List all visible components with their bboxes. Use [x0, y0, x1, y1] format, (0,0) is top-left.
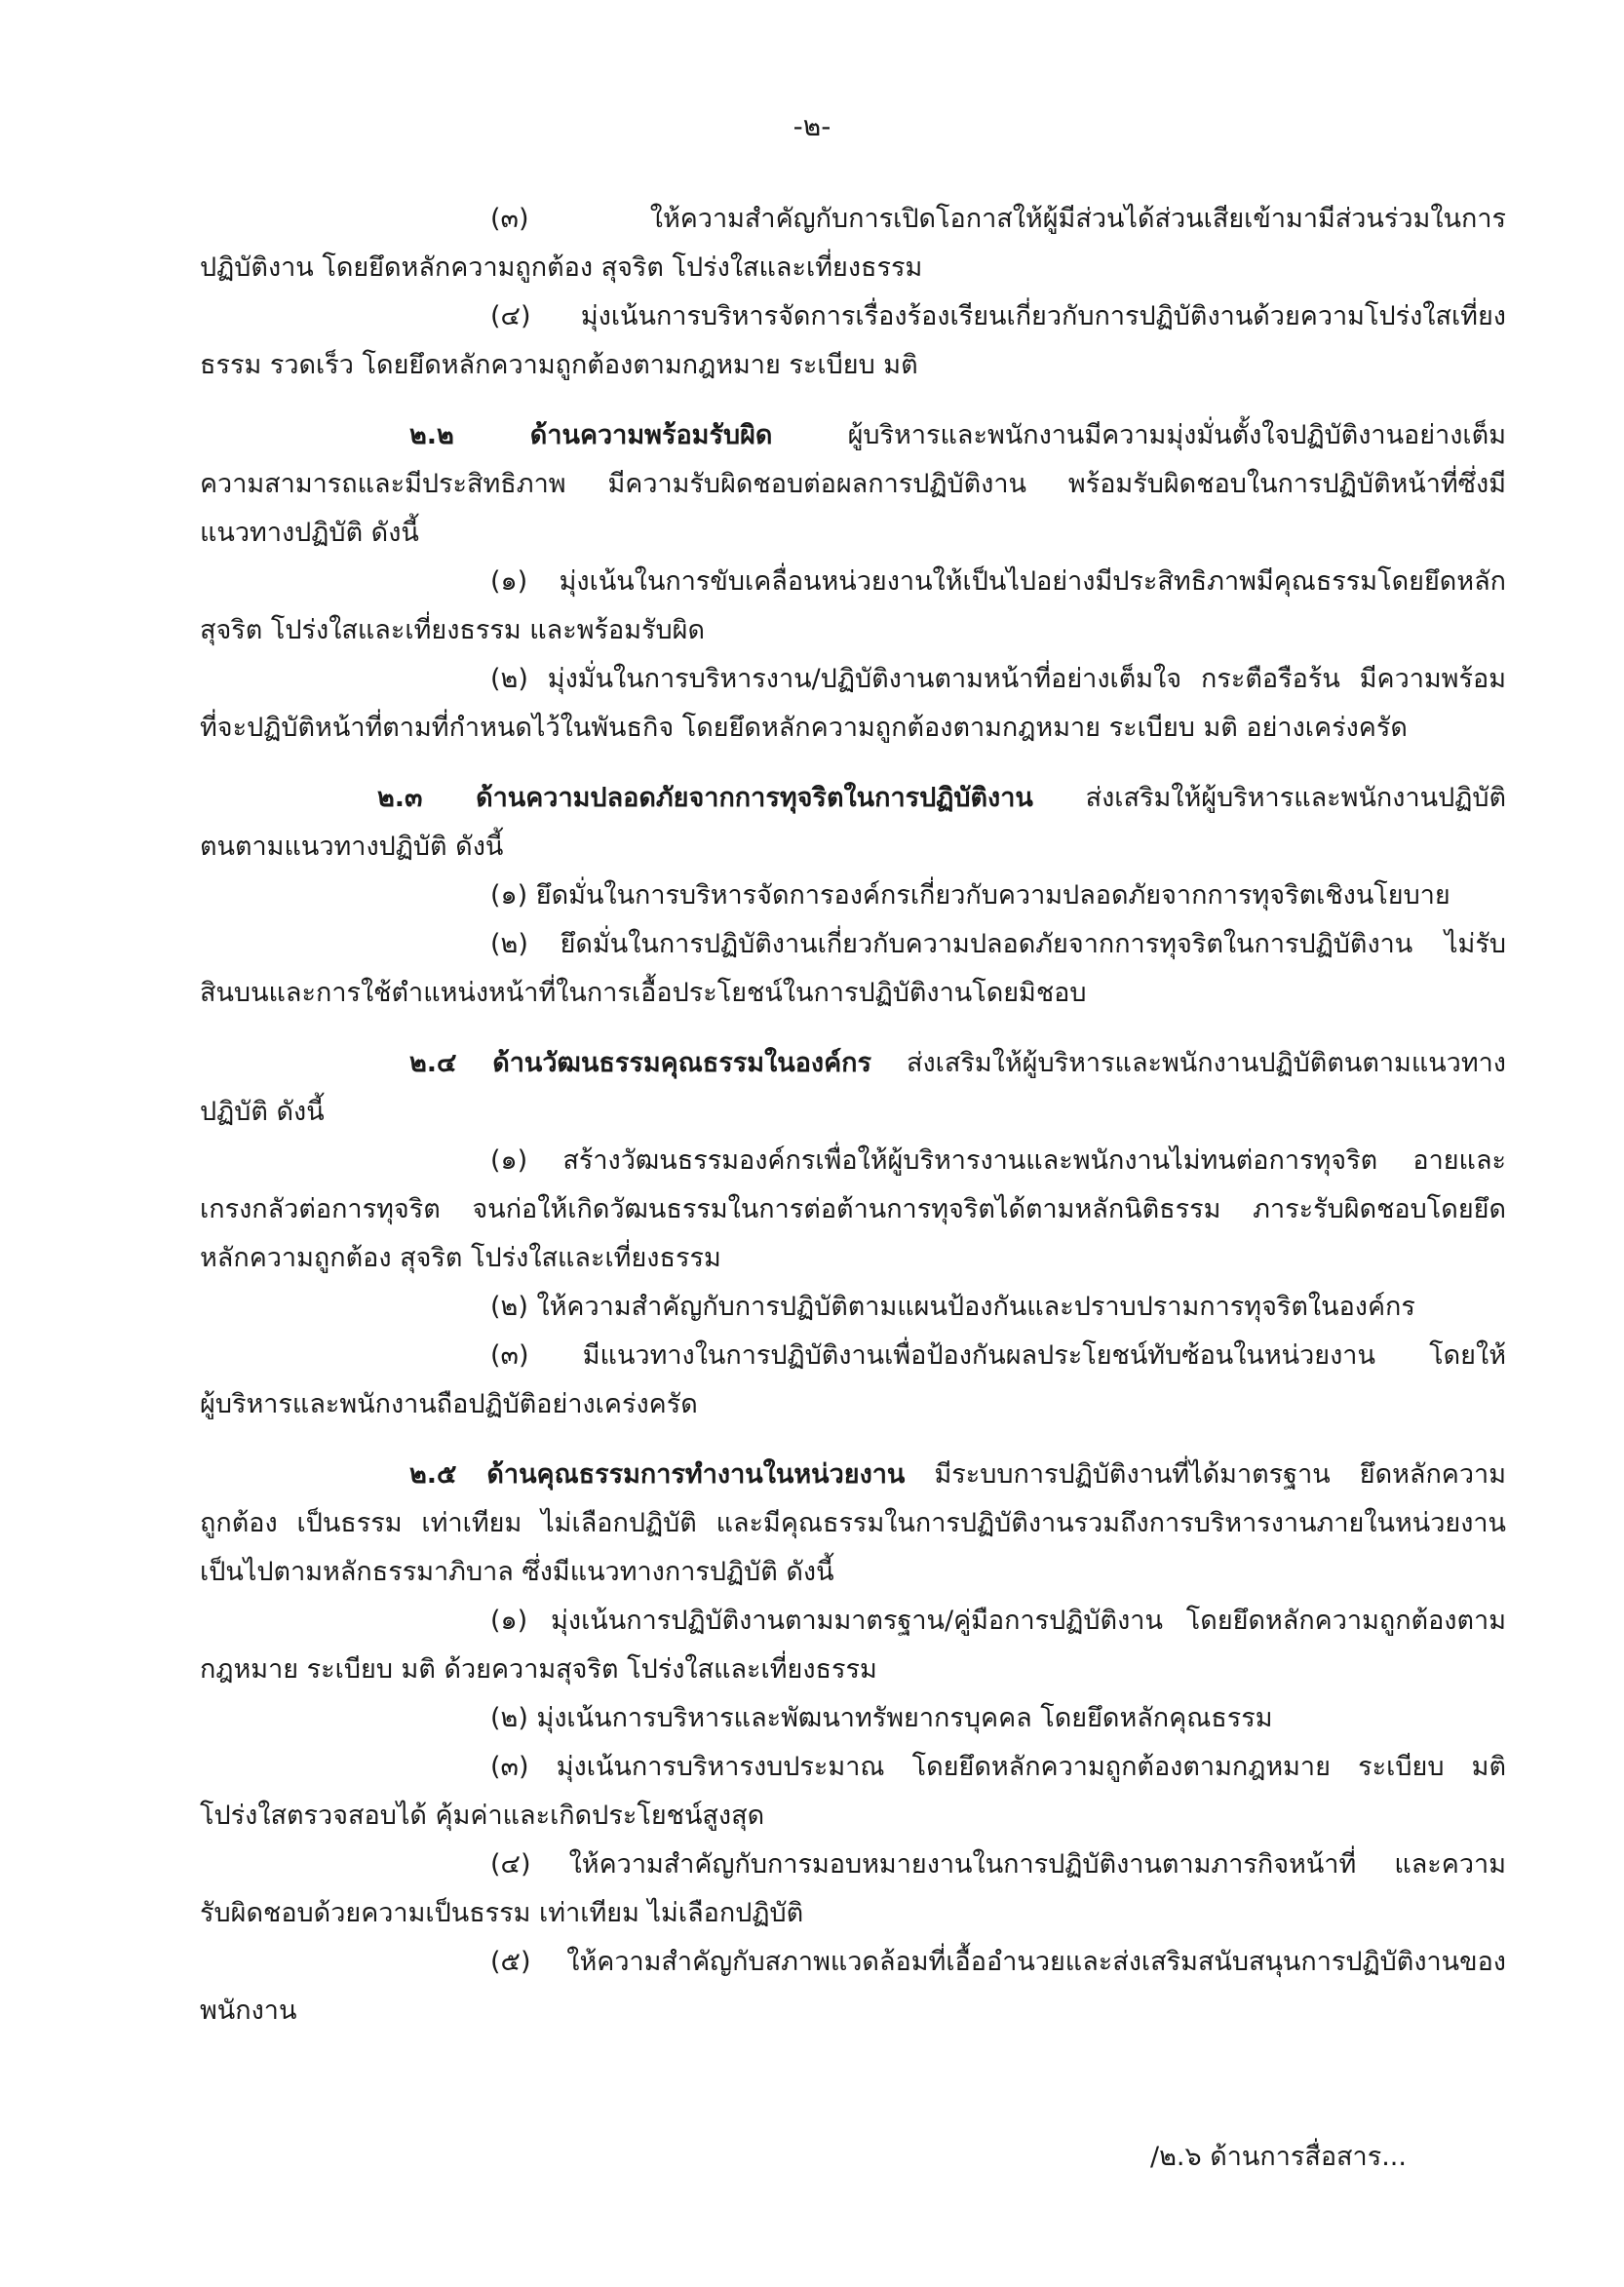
list-item-paragraph — [200, 1137, 1506, 1283]
text-line — [200, 1283, 1506, 1332]
line-text: (๔) มุ่งเน้นการบริหารจัดการเรื่องร้องเรียนเกี่ยวกับการปฏิบัติงานด้วยความโปร่งใสเที่ยง — [490, 301, 1506, 331]
text-line — [200, 341, 1506, 390]
text-line — [200, 1597, 1506, 1646]
text-line — [200, 1185, 1506, 1234]
section-paragraph — [200, 1451, 1506, 1597]
line-text: กฎหมาย ระเบียบ มติ ด้วยความสุจริต โปร่งใสและเที่ยงธรรม — [200, 1654, 877, 1685]
list-item-paragraph — [200, 1938, 1506, 2035]
line-text: (๓) ให้ความสำคัญกับการเปิดโอกาสให้ผู้มีส่วนได้ส่วนเสียเข้ามามีส่วนร่วมในการ — [490, 204, 1506, 234]
text-line — [200, 774, 1506, 823]
line-text: ส่งเสริมให้ผู้บริหารและพนักงานปฏิบัติ — [1032, 783, 1506, 813]
section-paragraph — [200, 774, 1506, 872]
line-text: (๒) มุ่งมั่นในการบริหารงาน/ปฏิบัติงานตามหน้าที่อย่างเต็มใจ กระตือรือร้น มีความพร้อม — [490, 664, 1506, 694]
line-text: (๑) มุ่งเน้นในการขับเคลื่อนหน่วยงานให้เป็นไปอย่างมีประสิทธิภาพมีคุณธรรมโดยยึดหลัก — [490, 566, 1506, 597]
line-text: ความสามารถและมีประสิทธิภาพ มีความรับผิดชอบต่อผลการปฏิบัติงาน พร้อมรับผิดชอบในการปฏิบัติหน้าที่ซึ่งมี — [200, 469, 1506, 499]
text-line — [200, 460, 1506, 509]
text-line — [200, 292, 1506, 341]
section-heading: ๒.๕ ด้านคุณธรรมการทำงานในหน่วยงาน — [409, 1459, 906, 1490]
line-text: (๓) มีแนวทางในการปฏิบัติงานเพื่อป้องกันผลประโยชน์ทับซ้อนในหน่วยงาน โดยให้ — [490, 1340, 1506, 1371]
line-text: (๒) มุ่งเน้นการบริหารและพัฒนาทรัพยากรบุคคล โดยยึดหลักคุณธรรม — [490, 1703, 1273, 1733]
text-line — [200, 1039, 1506, 1088]
list-item-paragraph — [200, 1694, 1506, 1743]
line-text: (๒) ยึดมั่นในการปฏิบัติงานเกี่ยวกับความปลอดภัยจากการทุจริตในการปฏิบัติงาน ไม่รับ — [490, 929, 1506, 959]
text-line — [200, 1234, 1506, 1283]
section-paragraph — [200, 1039, 1506, 1137]
line-text: ตนตามแนวทางปฏิบัติ ดังนี้ — [200, 832, 504, 862]
text-line — [200, 1548, 1506, 1597]
list-item-paragraph — [200, 195, 1506, 292]
line-text: หลักความถูกต้อง สุจริต โปร่งใสและเที่ยงธรรม — [200, 1243, 721, 1273]
line-text: เป็นไปตามหลักธรรมาภิบาล ซึ่งมีแนวทางการปฏิบัติ ดังนี้ — [200, 1557, 834, 1587]
text-line — [200, 1694, 1506, 1743]
section-heading: ๒.๒ ด้านความพร้อมรับผิด — [409, 420, 773, 450]
text-line — [200, 1743, 1506, 1792]
text-line — [200, 606, 1506, 655]
text-line — [200, 1646, 1506, 1694]
list-item-paragraph — [200, 1841, 1506, 1938]
text-line — [200, 1380, 1506, 1429]
list-item-paragraph — [200, 1283, 1506, 1332]
line-text: ผู้บริหารและพนักงานถือปฏิบัติอย่างเคร่งครัด — [200, 1389, 698, 1419]
section-paragraph — [200, 411, 1506, 558]
list-item-paragraph — [200, 655, 1506, 753]
text-line — [200, 704, 1506, 753]
line-text: (๔) ให้ความสำคัญกับการมอบหมายงานในการปฏิบัติงานตามภารกิจหน้าที่ และความ — [490, 1849, 1506, 1880]
list-item-paragraph — [200, 920, 1506, 1018]
text-line — [200, 1938, 1506, 1987]
list-item-paragraph — [200, 872, 1506, 920]
line-text: (๑) สร้างวัฒนธรรมองค์กรเพื่อให้ผู้บริหารงานและพนักงานไม่ทนต่อการทุจริต อายและ — [490, 1145, 1506, 1176]
text-line — [200, 244, 1506, 292]
list-item-paragraph — [200, 1597, 1506, 1694]
text-line — [200, 1792, 1506, 1841]
list-item-paragraph — [200, 558, 1506, 655]
text-line — [200, 411, 1506, 460]
text-line — [200, 509, 1506, 558]
line-text: (๑) มุ่งเน้นการปฏิบัติงานตามมาตรฐาน/คู่มือการปฏิบัติงาน โดยยึดหลักความถูกต้องตาม — [490, 1606, 1506, 1636]
line-text: ถูกต้อง เป็นธรรม เท่าเทียม ไม่เลือกปฏิบัติ และมีคุณธรรมในการปฏิบัติงานรวมถึงการบริหารงานภายในหน่วยงาน — [200, 1508, 1506, 1538]
list-item-paragraph — [200, 292, 1506, 390]
section-heading: ๒.๔ ด้านวัฒนธรรมคุณธรรมในองค์กร — [409, 1048, 872, 1078]
text-line — [200, 1889, 1506, 1938]
text-line — [200, 920, 1506, 969]
line-text: สุจริต โปร่งใสและเที่ยงธรรม และพร้อมรับผิด — [200, 615, 706, 645]
line-text: (๒) ให้ความสำคัญกับการปฏิบัติตามแผนป้องกันและปราบปรามการทุจริตในองค์กร — [490, 1292, 1415, 1322]
text-line — [200, 872, 1506, 920]
section-heading: ๒.๓ ด้านความปลอดภัยจากการทุจริตในการปฏิบัติงาน — [377, 783, 1033, 813]
line-text: ธรรม รวดเร็ว โดยยึดหลักความถูกต้องตามกฎหมาย ระเบียบ มติ — [200, 350, 918, 380]
text-line — [200, 655, 1506, 704]
text-line — [200, 823, 1506, 872]
text-line — [200, 1987, 1506, 2035]
list-item-paragraph — [200, 1743, 1506, 1841]
line-text: ส่งเสริมให้ผู้บริหารและพนักงานปฏิบัติตนตามแนวทาง — [871, 1048, 1506, 1078]
line-text: แนวทางปฏิบัติ ดังนี้ — [200, 518, 419, 548]
line-text: รับผิดชอบด้วยความเป็นธรรม เท่าเทียม ไม่เลือกปฏิบัติ — [200, 1898, 804, 1928]
text-line — [200, 1451, 1506, 1499]
text-line — [200, 1137, 1506, 1185]
page-number: -๒- — [793, 110, 831, 142]
line-text: สินบนและการใช้ตำแหน่งหน้าที่ในการเอื้อประโยชน์ในการปฏิบัติงานโดยมิชอบ — [200, 978, 1087, 1008]
text-line — [200, 1088, 1506, 1137]
text-line — [200, 969, 1506, 1018]
line-text: ปฏิบัติงาน โดยยึดหลักความถูกต้อง สุจริต โปร่งใสและเที่ยงธรรม — [200, 252, 923, 283]
line-text: (๕) ให้ความสำคัญกับสภาพแวดล้อมที่เอื้ออำนวยและส่งเสริมสนับสนุนการปฏิบัติงานของ — [490, 1947, 1506, 1977]
line-text: พนักงาน — [200, 1996, 297, 2026]
list-item-paragraph — [200, 1332, 1506, 1429]
document-body — [200, 195, 1506, 2035]
text-line — [200, 1841, 1506, 1889]
line-text: (๑) ยึดมั่นในการบริหารจัดการองค์กรเกี่ยวกับความปลอดภัยจากการทุจริตเชิงนโยบาย — [490, 880, 1450, 911]
line-text: มีระบบการปฏิบัติงานที่ได้มาตรฐาน ยึดหลักความ — [905, 1459, 1506, 1490]
text-line — [200, 1499, 1506, 1548]
continuation-footer: /๒.๖ ด้านการสื่อสาร... — [1150, 2142, 1407, 2172]
line-text: ปฏิบัติ ดังนี้ — [200, 1097, 325, 1127]
line-text: ผู้บริหารและพนักงานมีความมุ่งมั่นตั้งใจปฏิบัติงานอย่างเต็ม — [772, 420, 1506, 450]
line-text: เกรงกลัวต่อการทุจริต จนก่อให้เกิดวัฒนธรรมในการต่อต้านการทุจริตได้ตามหลักนิติธรรม ภาระรับผิดชอบโดยยึด — [200, 1194, 1506, 1224]
text-line — [200, 195, 1506, 244]
text-line — [200, 1332, 1506, 1380]
line-text: (๓) มุ่งเน้นการบริหารงบประมาณ โดยยึดหลักความถูกต้องตามกฎหมาย ระเบียบ มติ — [490, 1752, 1506, 1782]
line-text: ที่จะปฏิบัติหน้าที่ตามที่กำหนดไว้ในพันธกิจ โดยยึดหลักความถูกต้องตามกฎหมาย ระเบียบ มติ อย่างเคร่งครัด — [200, 713, 1408, 743]
text-line — [200, 558, 1506, 606]
line-text: โปร่งใสตรวจสอบได้ คุ้มค่าและเกิดประโยชน์สูงสุด — [200, 1801, 765, 1831]
